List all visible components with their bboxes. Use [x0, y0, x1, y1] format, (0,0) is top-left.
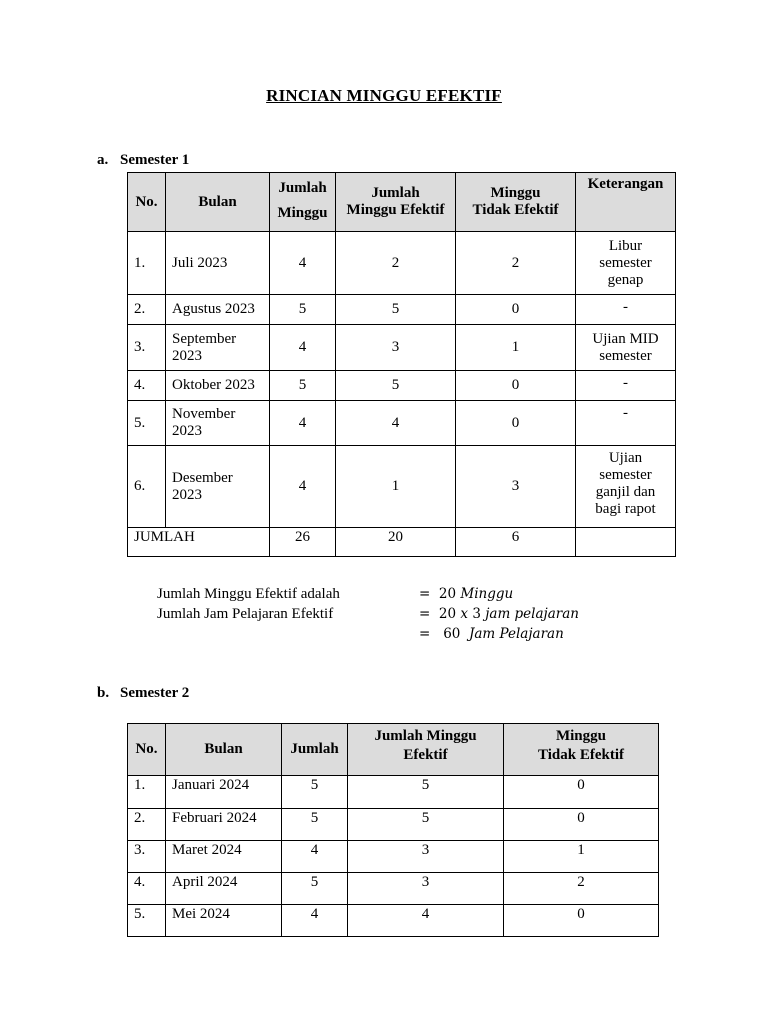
cell-jumlah: 4	[270, 325, 336, 371]
table-row	[128, 776, 659, 809]
cell-bulan	[166, 325, 270, 371]
summary-line-1	[157, 586, 617, 606]
header-jumlah: Jumlah	[282, 724, 348, 776]
summary-block	[157, 586, 617, 646]
cell-no: 1.	[128, 776, 166, 809]
cell-jumlah: 5	[270, 295, 336, 325]
table-row	[128, 841, 659, 873]
cell-efektif: 5	[336, 371, 456, 401]
cell-bulan-line1: Oktober 2023	[172, 377, 255, 393]
header-minggu-tidak-efektif	[456, 173, 576, 232]
semester-1-table	[127, 172, 676, 557]
table-row	[128, 232, 676, 295]
value-number: 60	[443, 626, 461, 642]
cell-tidak-efektif: 0	[504, 776, 659, 809]
cell-bulan	[166, 401, 270, 446]
cell-no: 2.	[128, 295, 166, 325]
cell-no: 4.	[128, 873, 166, 905]
multiply-sign: x	[460, 606, 469, 622]
cell-no: 1.	[128, 232, 166, 295]
table-row	[128, 325, 676, 371]
header-jumlah-line2: Minggu	[277, 205, 328, 221]
semester-1-letter: a.	[97, 152, 109, 168]
cell-bulan	[166, 446, 270, 528]
header-efektif-line1: Jumlah	[371, 185, 420, 201]
cell-bulan-line1: Desember	[172, 469, 233, 486]
summary-line-3	[157, 626, 617, 646]
cell-keterangan	[576, 232, 676, 295]
cell-tidak-efektif: 2	[504, 873, 659, 905]
total-efektif: 20	[336, 528, 456, 557]
cell-jumlah: 5	[282, 776, 348, 809]
semester-2-table	[127, 723, 659, 937]
cell-bulan	[166, 371, 270, 401]
header-efektif-line2: Efektif	[403, 747, 448, 763]
semester-2-title: Semester 2	[120, 685, 190, 701]
table-row	[128, 905, 659, 937]
cell-bulan: Januari 2024	[166, 776, 282, 809]
cell-keterangan-line: -	[623, 375, 628, 391]
value-unit: Jam Pelajaran	[468, 626, 564, 642]
header-tidak-line2: Tidak Efektif	[472, 202, 559, 218]
table-row	[128, 295, 676, 325]
cell-no: 5.	[128, 401, 166, 446]
cell-jumlah: 5	[282, 809, 348, 841]
cell-efektif: 5	[348, 776, 504, 809]
table-row	[128, 371, 676, 401]
cell-keterangan-line: -	[623, 299, 628, 315]
page-title: RINCIAN MINGGU EFEKTIF	[266, 86, 502, 105]
cell-bulan-line1: Agustus 2023	[172, 301, 255, 317]
cell-tidak-efektif: 0	[456, 295, 576, 325]
cell-bulan-line1: Juli 2023	[172, 254, 228, 271]
table-header-row	[128, 724, 659, 776]
eq-sign: =	[419, 586, 431, 602]
cell-keterangan	[576, 401, 676, 446]
cell-tidak-efektif: 1	[456, 325, 576, 371]
cell-bulan-line1: September	[172, 330, 237, 347]
cell-bulan	[166, 232, 270, 295]
summary-line-2-label: Jumlah Jam Pelajaran Efektif	[157, 606, 334, 622]
table-header-row	[128, 173, 676, 232]
header-minggu-tidak-efektif	[504, 724, 659, 776]
cell-no: 6.	[128, 446, 166, 528]
cell-no: 2.	[128, 809, 166, 841]
header-bulan: Bulan	[166, 173, 270, 232]
cell-bulan: April 2024	[166, 873, 282, 905]
table-row	[128, 446, 676, 528]
cell-keterangan-line: genap	[607, 271, 644, 288]
header-tidak-line2: Tidak Efektif	[538, 747, 624, 763]
total-jumlah: 26	[270, 528, 336, 557]
header-no: No.	[128, 173, 166, 232]
table-row	[128, 401, 676, 446]
cell-keterangan-line: semester	[599, 347, 652, 364]
cell-bulan: Mei 2024	[166, 905, 282, 937]
semester-2-label	[97, 685, 189, 702]
semester-2-letter: b.	[97, 685, 110, 701]
header-efektif-line2: Minggu Efektif	[346, 202, 445, 218]
cell-jumlah: 4	[270, 446, 336, 528]
header-jumlah-line1: Jumlah	[278, 180, 327, 196]
total-label: JUMLAH	[128, 528, 270, 557]
cell-efektif: 2	[336, 232, 456, 295]
cell-no: 3.	[128, 325, 166, 371]
cell-bulan: Februari 2024	[166, 809, 282, 841]
table-row	[128, 873, 659, 905]
header-keterangan: Keterangan	[576, 173, 676, 232]
cell-tidak-efektif: 2	[456, 232, 576, 295]
cell-tidak-efektif: 3	[456, 446, 576, 528]
cell-keterangan	[576, 371, 676, 401]
value-number: 20	[438, 606, 457, 622]
cell-efektif: 5	[336, 295, 456, 325]
semester-1-title: Semester 1	[120, 152, 190, 168]
cell-keterangan	[576, 325, 676, 371]
cell-keterangan-line: Ujian MID	[592, 330, 659, 347]
cell-tidak-efektif: 1	[504, 841, 659, 873]
cell-efektif: 5	[348, 809, 504, 841]
summary-line-1-value	[419, 586, 513, 602]
cell-keterangan	[576, 295, 676, 325]
header-efektif-line1: Jumlah Minggu	[374, 728, 477, 744]
cell-bulan-line2: 2023	[172, 347, 202, 364]
cell-no: 3.	[128, 841, 166, 873]
cell-keterangan-line: bagi rapot	[595, 501, 656, 517]
cell-keterangan-line: semester	[599, 467, 652, 483]
cell-jumlah: 5	[270, 371, 336, 401]
summary-line-1-label: Jumlah Minggu Efektif adalah	[157, 586, 340, 602]
header-minggu-efektif	[348, 724, 504, 776]
value-unit: Minggu	[460, 586, 514, 602]
total-tidak-efektif: 6	[456, 528, 576, 557]
value-number-2: 3	[472, 606, 481, 622]
cell-efektif: 4	[348, 905, 504, 937]
cell-efektif: 1	[336, 446, 456, 528]
cell-keterangan-line: Libur	[608, 237, 643, 254]
cell-tidak-efektif: 0	[504, 905, 659, 937]
value-unit: jam pelajaran	[485, 606, 579, 622]
cell-jumlah: 5	[282, 873, 348, 905]
cell-bulan: Maret 2024	[166, 841, 282, 873]
cell-jumlah: 4	[270, 401, 336, 446]
total-row	[128, 528, 676, 557]
cell-keterangan-line: Ujian	[608, 450, 643, 466]
summary-line-2	[157, 606, 617, 626]
cell-jumlah: 4	[282, 841, 348, 873]
cell-efektif: 3	[348, 873, 504, 905]
cell-no: 4.	[128, 371, 166, 401]
cell-no: 5.	[128, 905, 166, 937]
cell-bulan-line2: 2023	[172, 423, 202, 439]
cell-tidak-efektif: 0	[504, 809, 659, 841]
header-bulan: Bulan	[166, 724, 282, 776]
total-keterangan	[576, 528, 676, 557]
cell-keterangan	[576, 446, 676, 528]
cell-keterangan-line: -	[623, 405, 628, 421]
cell-jumlah: 4	[270, 232, 336, 295]
cell-tidak-efektif: 0	[456, 401, 576, 446]
header-no: No.	[128, 724, 166, 776]
semester-1-label	[97, 152, 189, 169]
cell-keterangan-line: semester	[599, 254, 652, 271]
cell-efektif: 4	[336, 401, 456, 446]
summary-line-2-value	[419, 606, 579, 622]
header-jumlah-minggu	[270, 173, 336, 232]
value-number: 20	[438, 586, 457, 602]
summary-line-3-value	[419, 626, 564, 642]
header-tidak-line1: Minggu	[490, 185, 541, 201]
eq-sign: =	[419, 606, 431, 622]
table-row	[128, 809, 659, 841]
cell-efektif: 3	[348, 841, 504, 873]
cell-jumlah: 4	[282, 905, 348, 937]
eq-sign: =	[419, 626, 431, 642]
header-tidak-line1: Minggu	[555, 728, 606, 744]
cell-bulan-line1: November	[172, 406, 236, 422]
cell-bulan-line2: 2023	[172, 486, 202, 503]
cell-bulan	[166, 295, 270, 325]
cell-keterangan-line: ganjil dan	[595, 484, 656, 500]
cell-efektif: 3	[336, 325, 456, 371]
header-minggu-efektif	[336, 173, 456, 232]
cell-tidak-efektif: 0	[456, 371, 576, 401]
